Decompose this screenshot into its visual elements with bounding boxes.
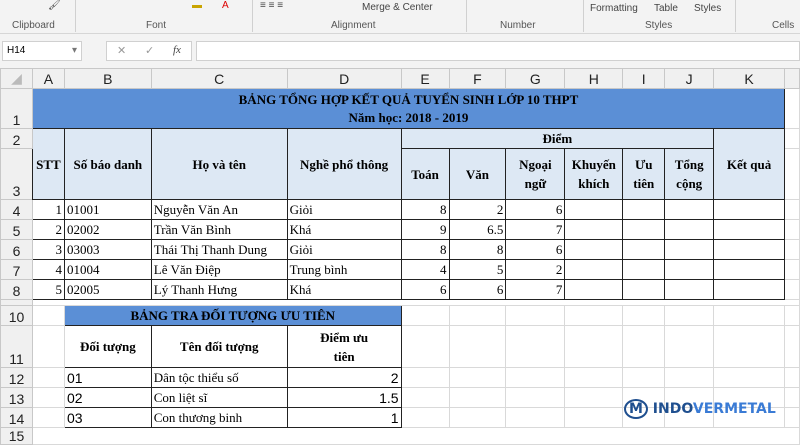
cell-khuyen-khich[interactable] — [565, 220, 623, 240]
header-khuyen-khich[interactable]: Khuyến khích — [565, 149, 623, 200]
formula-bar — [0, 34, 800, 68]
format-painter-icon[interactable]: 🖌 — [48, 0, 61, 11]
main-title: BẢNG TỔNG HỢP KẾT QUẢ TUYỂN SINH LỚP 10 THPT — [238, 91, 579, 107]
header-name[interactable]: Họ và tên — [151, 129, 287, 200]
column-header[interactable]: G — [506, 69, 565, 89]
cell-code[interactable]: 01 — [64, 368, 151, 388]
row-header[interactable]: 13 — [1, 388, 33, 408]
column-header[interactable]: J — [665, 69, 714, 89]
cell-van[interactable]: 6 — [449, 280, 506, 300]
cell-sbd[interactable]: 02002 — [64, 220, 151, 240]
cell-khuyen-khich[interactable] — [565, 280, 623, 300]
lookup-title[interactable]: BẢNG TRA ĐỐI TƯỢNG ƯU TIÊN — [64, 306, 401, 326]
function-icon[interactable]: fx — [173, 44, 181, 56]
lookup-header-code[interactable]: Đối tượng — [64, 326, 151, 368]
cell-object-name[interactable]: Con thương binh — [151, 408, 287, 428]
cell-tong-cong[interactable] — [665, 220, 714, 240]
cell-toan[interactable]: 8 — [401, 240, 449, 260]
cell-ngoai-ngu[interactable]: 2 — [506, 260, 565, 280]
font-color-icon[interactable]: A — [222, 0, 229, 11]
cell-van[interactable]: 6.5 — [449, 220, 506, 240]
cell-name[interactable]: Lê Văn Điệp — [151, 260, 287, 280]
cell-stt[interactable]: 2 — [32, 220, 64, 240]
cell-uu-tien[interactable] — [623, 260, 665, 280]
cell-tong-cong[interactable] — [665, 240, 714, 260]
table-row — [1, 260, 800, 280]
cell-van[interactable]: 2 — [449, 200, 506, 220]
cell-nghe[interactable]: Khá — [287, 280, 401, 300]
cell-points[interactable]: 1.5 — [287, 388, 401, 408]
header-toan[interactable]: Toán — [401, 149, 449, 200]
cell-name[interactable]: Thái Thị Thanh Dung — [151, 240, 287, 260]
cell-ket-qua[interactable] — [714, 240, 785, 260]
column-header[interactable]: D — [287, 69, 401, 89]
cell-uu-tien[interactable] — [623, 280, 665, 300]
row-header[interactable]: 3 — [1, 149, 33, 200]
lookup-header-name[interactable]: Tên đối tượng — [151, 326, 287, 368]
row-header[interactable]: 11 — [1, 326, 33, 368]
cell-uu-tien[interactable] — [623, 240, 665, 260]
cell-styles-button[interactable]: Styles — [694, 3, 722, 14]
row-header[interactable]: 14 — [1, 408, 33, 428]
column-header[interactable]: H — [565, 69, 623, 89]
worksheet-grid — [0, 68, 800, 445]
cell-uu-tien[interactable] — [623, 220, 665, 240]
row-header[interactable]: 10 — [1, 306, 33, 326]
header-tong-cong[interactable]: Tổng cộng — [665, 149, 714, 200]
cell-toan[interactable]: 6 — [401, 280, 449, 300]
header-van[interactable]: Văn — [449, 149, 506, 200]
cell-khuyen-khich[interactable] — [565, 240, 623, 260]
column-header[interactable]: F — [449, 69, 506, 89]
group-clipboard: Clipboard — [12, 20, 55, 31]
cell-nghe[interactable]: Trung bình — [287, 260, 401, 280]
cell-van[interactable]: 8 — [449, 240, 506, 260]
table-row — [1, 220, 800, 240]
cell-sbd[interactable]: 03003 — [64, 240, 151, 260]
cell-code[interactable]: 02 — [64, 388, 151, 408]
enter-icon[interactable]: ✓ — [145, 45, 155, 57]
cell-toan[interactable]: 9 — [401, 220, 449, 240]
cell-nghe[interactable]: Giỏi — [287, 240, 401, 260]
mindovermetal-logo: M INDOVERMETAL — [624, 401, 776, 417]
header-sbd[interactable]: Số báo danh — [64, 129, 151, 200]
formula-input[interactable] — [196, 41, 800, 61]
group-font: Font — [146, 20, 167, 31]
row-header[interactable]: 5 — [1, 220, 33, 240]
cell-toan[interactable]: 8 — [401, 200, 449, 220]
row-header[interactable]: 15 — [1, 428, 33, 445]
cell-nghe[interactable]: Giỏi — [287, 200, 401, 220]
header-uu-tien[interactable]: Ưu tiên — [623, 149, 665, 200]
header-nghe[interactable]: Nghề phổ thông — [287, 129, 401, 200]
cell-object-name[interactable]: Con liệt sĩ — [151, 388, 287, 408]
column-header[interactable]: E — [401, 69, 449, 89]
cell-tong-cong[interactable] — [665, 260, 714, 280]
cell-stt[interactable]: 4 — [32, 260, 64, 280]
group-number: Number — [500, 20, 536, 31]
lookup-header-points[interactable]: Điểm ưu tiên — [287, 326, 401, 368]
row-header[interactable]: 6 — [1, 240, 33, 260]
cell-van[interactable]: 5 — [449, 260, 506, 280]
cell-stt[interactable]: 1 — [32, 200, 64, 220]
column-header[interactable]: K — [714, 69, 785, 89]
cell-stt[interactable]: 3 — [32, 240, 64, 260]
header-ket-qua[interactable]: Kết quả — [714, 129, 785, 200]
cell-uu-tien[interactable] — [623, 200, 665, 220]
main-title-cell[interactable] — [32, 89, 784, 129]
table-row — [1, 200, 800, 220]
header-diem[interactable]: Điểm — [401, 129, 714, 149]
cancel-icon[interactable]: ✕ — [117, 45, 127, 57]
row-header[interactable]: 2 — [1, 129, 33, 149]
cell-name[interactable]: Trần Văn Bình — [151, 220, 287, 240]
cell-name[interactable]: Nguyễn Văn An — [151, 200, 287, 220]
name-box[interactable]: H14 ▾ — [2, 41, 82, 61]
header-ngoai-ngu[interactable]: Ngoại ngữ — [506, 149, 565, 200]
cell-ngoai-ngu[interactable]: 6 — [506, 200, 565, 220]
column-header[interactable]: I — [623, 69, 665, 89]
group-alignment: Alignment — [331, 20, 376, 31]
cell-khuyen-khich[interactable] — [565, 260, 623, 280]
cell-ngoai-ngu[interactable]: 6 — [506, 240, 565, 260]
column-header[interactable]: B — [64, 69, 151, 89]
cell-ngoai-ngu[interactable]: 7 — [506, 220, 565, 240]
format-as-table-button[interactable]: Table — [654, 3, 678, 14]
header-stt[interactable]: STT — [32, 129, 64, 200]
column-header[interactable]: A — [32, 69, 64, 89]
conditional-formatting-button[interactable]: Formatting — [590, 3, 638, 14]
row-header[interactable]: 4 — [1, 200, 33, 220]
cell-sbd[interactable]: 01001 — [64, 200, 151, 220]
row-header[interactable]: 8 — [1, 280, 33, 300]
cell-ket-qua[interactable] — [714, 200, 785, 220]
cell-nghe[interactable]: Khá — [287, 220, 401, 240]
cell-object-name[interactable]: Dân tộc thiểu số — [151, 368, 287, 388]
cell-stt[interactable]: 5 — [32, 280, 64, 300]
cell-khuyen-khich[interactable] — [565, 200, 623, 220]
cell-ket-qua[interactable] — [714, 280, 785, 300]
table-row — [1, 240, 800, 260]
school-year: Năm học: 2018 - 2019 — [348, 109, 469, 125]
cell-toan[interactable]: 4 — [401, 260, 449, 280]
lookup-row — [1, 368, 800, 388]
table-row — [1, 280, 800, 300]
cell-tong-cong[interactable] — [665, 280, 714, 300]
row-header[interactable]: 7 — [1, 260, 33, 280]
group-cells: Cells — [772, 20, 795, 31]
column-header[interactable]: C — [151, 69, 287, 89]
cell-name[interactable]: Lý Thanh Hưng — [151, 280, 287, 300]
cell-code[interactable]: 03 — [64, 408, 151, 428]
row-header[interactable]: 12 — [1, 368, 33, 388]
cell-ket-qua[interactable] — [714, 260, 785, 280]
select-all-button[interactable]: ◢ — [1, 69, 33, 89]
ribbon — [0, 0, 800, 34]
cell-tong-cong[interactable] — [665, 200, 714, 220]
align-icons[interactable]: ≡ ≡ ≡ — [260, 0, 284, 11]
cell-ngoai-ngu[interactable]: 7 — [506, 280, 565, 300]
formula-buttons — [106, 41, 192, 61]
cell-sbd[interactable]: 01004 — [64, 260, 151, 280]
merge-center-button[interactable]: Merge & Center — [362, 2, 433, 13]
row-header[interactable]: 1 — [1, 89, 33, 129]
cell-points[interactable]: 1 — [287, 408, 401, 428]
cell-ket-qua[interactable] — [714, 220, 785, 240]
cell-sbd[interactable]: 02005 — [64, 280, 151, 300]
fill-color-icon[interactable]: ▬ — [192, 0, 202, 11]
group-styles: Styles — [645, 20, 673, 31]
cell-points[interactable]: 2 — [287, 368, 401, 388]
